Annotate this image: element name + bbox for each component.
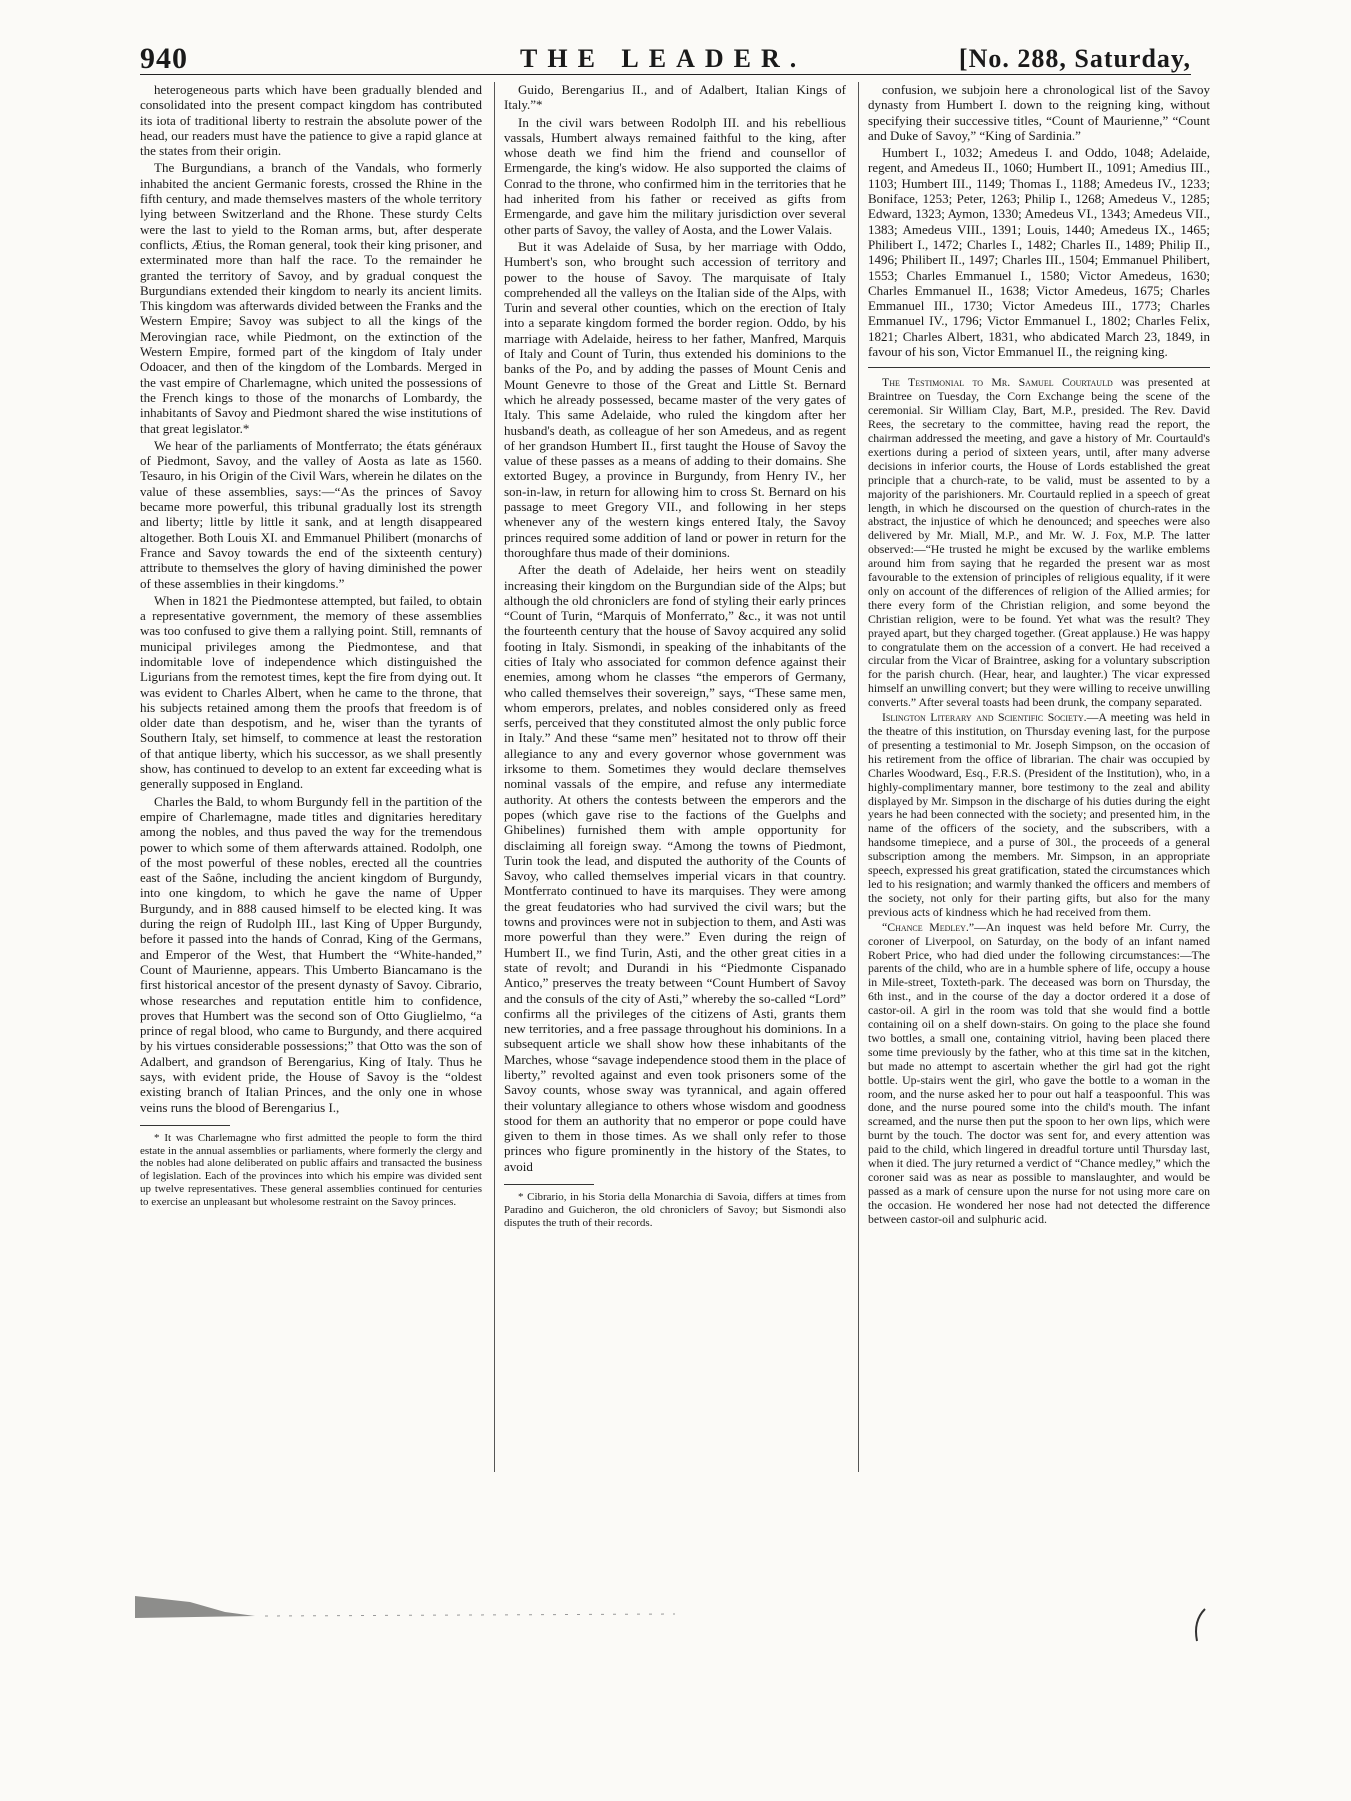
scan-smudge <box>135 1590 675 1620</box>
news-section <box>868 376 1210 1226</box>
article-paragraph: When in 1821 the Piedmontese attempted, but failed, to obtain a representative government, the memory of these assemblies was too confused to give them a rallying point. Still, remnants of municipal privileges among the Piedmontese, and that indomitable love of independence which distinguished the Ligurians from the remotest times, kept the fire from dying out. It was evident to Charles Albert, when he came to the throne, that his subjects retained among them the proofs that freedom is of older date than despotism, and he, wiser than the tyrants of Southern Italy, set himself, to commence at least the restoration of that antique liberty, which his successor, as we shall presently show, has continued to develop to an extent far exceeding what is generally supposed in England. <box>140 592 482 792</box>
scan-mark <box>1175 1605 1215 1645</box>
article-paragraph: After the death of Adelaide, her heirs went on steadily increasing their kingdom on the Burgundian side of the Alps; but although the old chroniclers are fond of styling their early princes “Count of Turin, “Marquis of Monferrato,” &c., it was not until the fourteenth century that the house of Savoy acquired any solid footing in Italy. Sismondi, in speaking of the inhabitants of the cities of Italy who associated for common defence against their enemies, among whom he classes “the emperors of Germany, who called themselves their sovereign,” says, “These same men, whom emperors, prelates, and nobles considered only as freed serfs, perceived that they constituted almost the only public force in Italy.” And these “same men” hesitated not to throw off their allegiance to any and every governor whose government was irksome to them. Sometimes they would declare themselves nominal vassals of the empire, and refuse any intermediate authority. At others the contests between the emperors and the popes (which gave rise to the factions of the Guelphs and Ghibelines) furnished them with ample opportunity for disclaiming all foreign sway. “Among the towns of Piedmont, Turin took the lead, and disputed the authority of the Counts of Savoy, who called themselves imperial vicars in that country. Montferrato continued to have its marquises. They were among the great feudatories who had survived the civil wars; but the towns and provinces were not in subjection to them, and Asti was more powerful than they were.” Even during the reign of Humbert II., we find Turin, Asti, and the other great cities in a state of revolt; and Durandi in his “Piedmonte Cispanado Antico,” preserves the treaty between “Count Humbert of Savoy and the consuls of the city of Asti,” whereby the so-called “Lord” confirms all the privileges of the citizens of Asti, grants them new territories, and a free passage throughout his dominions. In a subsequent article we shall show how these inhabitants of the Marches, whose “savage independence stood them in the place of liberty,” revolted against and even took prisoners some of the Savoy counts, whose sway was tyrannical, and again offered their voluntary allegiance to others whose wisdom and goodness stood for them an authority that no emperor or pope could have given to them in those times. As we shall only refer to those princes who figure prominently in the history of the States, to avoid <box>504 562 846 1174</box>
news-item <box>868 711 1210 920</box>
article-paragraph: Guido, Berengarius II., and of Adalbert, Italian Kings of Italy.”* <box>504 82 846 113</box>
page-header <box>140 42 1191 75</box>
news-item <box>868 921 1210 1227</box>
issue-number: [No. 288, Saturday, <box>958 44 1191 73</box>
header-rule <box>140 74 1191 75</box>
column-divider <box>494 82 495 1472</box>
article-paragraph: confusion, we subjoin here a chronological list of the Savoy dynasty from Humbert I. down to the reigning king, without specifying their successive titles, “Count of Maurienne,” “Count and Duke of Savoy,” “King of Sardinia.” <box>868 82 1210 143</box>
article-paragraph: heterogeneous parts which have been gradually blended and consolidated into the present compact kingdom has contributed its iota of traditional liberty to restrain the absolute power of the head, our readers must have the patience to give a rapid glance at the states from their origin. <box>140 82 482 159</box>
article-paragraph: We hear of the parliaments of Montferrato; the états généraux of Piedmont, Savoy, and the valley of Aosta as late as 1560. Tesauro, in his Origin of the Civil Wars, wherein he dilates on the value of these assemblies, says:—“As the princes of Savoy became more powerful, this tribunal gradually lost its strength and liberty; little by little it sank, and at length disappeared altogether. Both Louis XI. and Emmanuel Philibert (monarchs of France and Savoy towards the end of the sixteenth century) attribute to themselves the glory of having diminished the power of these assemblies in their kingdoms.” <box>140 437 482 591</box>
article-paragraph: Charles the Bald, to whom Burgundy fell in the partition of the empire of Charlemagne, made titles and dignitaries hereditary among the nobles, and thus paved the way for the tremendous power to which some of them afterwards attained. Rodolph, one of the most powerful of these nobles, erected all the countries east of the Saône, including the ancient kingdom of Burgundy, into one kingdom, to which he gave the name of Upper Burgundy, and in 888 caused himself to be elected king. It was during the reign of Rudolph III., last King of Upper Burgundy, before it passed into the hands of Conrad, King of the Germans, and Emperor of the West, that Humbert the “White-handed,” Count of Maurienne, appears. This Umberto Biancamano is the first historical ancestor of the present dynasty of Savoy. Cibrario, whose researches and reputation entitle him to confidence, proves that Humbert was the second son of Otto Giuglielmo, “a prince of regal blood, who came to Burgundy, and there acquired by his virtues considerable possessions;” that Otto was the son of Adalbert, and grandson of Berengarius, King of Italy. Thus he says, with evident pride, the House of Savoy is the “oldest existing branch of Italian Princes, and the only one in whose veins runs the blood of Berengarius I., <box>140 793 482 1115</box>
footnote <box>504 1191 846 1229</box>
article-paragraph: Humbert I., 1032; Amedeus I. and Oddo, 1048; Adelaide, regent, and Amedeus II., 1060; Humbert II., 1091; Amedius III., 1103; Humbert III., 1149; Thomas I., 1188; Amedeus IV., 1233; Boniface, 1253; Peter, 1263; Philip I., 1268; Amedeus V., 1285; Edward, 1323; Aymon, 1330; Amedeus VI., 1343; Amedeus VII., 1383; Amedeus VIII., 1391; Louis, 1440; Amedeus IX., 1465; Philibert I., 1472; Charles I., 1482; Charles II., 1489; Philip II., 1496; Philibert II., 1497; Charles III., 1504; Emmanuel Philibert, 1553; Charles Emmanuel I., 1580; Victor Amedeus, 1630; Charles Emmanuel II., 1638; Victor Amedeus, 1675; Charles Emmanuel III., 1730; Victor Amedeus III., 1773; Charles Emmanuel IV., 1796; Victor Emmanuel I., 1802; Charles Felix, 1821; Charles Albert, 1831, who abdicated March 23, 1849, in favour of his son, Victor Emmanuel II., the reigning king. <box>868 145 1210 360</box>
news-heading: Islington Literary and Scientific Society. <box>882 710 1087 725</box>
article-paragraph: The Burgundians, a branch of the Vandals, who formerly inhabited the ancient Germanic forests, crossed the Rhine in the fifth century, and made themselves masters of the whole territory lying between Switzerland and the Rhone. These sturdy Celts were the last to yield to the Roman arms, but, after desperate conflicts, Ætius, the Roman general, took their king prisoner, and exterminated more than half the race. To the remainder he granted the territory of Savoy, and by gradual conquest the Burgundians extended their kingdom to nearly its ancient limits. This kingdom was afterwards divided between the Franks and the Western Empire; Savoy was subject to all the kings of the Merovingian race, while Piedmont, on the extinction of the Western Empire, formed part of the kingdom of Italy under Odoacer, and then of the kingdom of the Lombards. Merged in the vast empire of Charlemagne, which united the possessions of the French kings to those of the monarchs of Lombardy, the inhabitants of Savoy and Piedmont shared the wise institutions of that great legislator.* <box>140 160 482 436</box>
column-3 <box>868 82 1210 1228</box>
masthead-title: THE LEADER. <box>520 44 807 73</box>
news-heading: “Chance Medley.” <box>882 919 975 934</box>
column-1 <box>140 82 482 1209</box>
article-paragraph: In the civil wars between Rodolph III. and his rebellious vassals, Humbert always remained faithful to the king, after whose death we find him the friend and counsellor of Ermengarde, the king's widow. He also supported the claims of Conrad to the throne, who confirmed him in the territories that he had inherited from his father or received as gifts from Ermengarde, and gave him the military jurisdiction over several other parts of Savoy, the valley of Aosta, and the Lower Valais. <box>504 114 846 237</box>
news-item <box>868 376 1210 710</box>
footnote-text: * It was Charlemagne who first admitted the people to form the third estate in the annual assemblies or parliaments, where formerly the clergy and the nobles had alone deliberated on public affairs and transacted the business of legislation. Each of the provinces into which his empire was divided sent up twelve representatives. These general assemblies continued for centuries to exercise an unpleasant but wholesome restraint on the Savoy princes. <box>140 1131 482 1208</box>
news-heading: The Testimonial to Mr. Samuel Courtauld <box>882 375 1113 390</box>
news-text: —An inquest was held before Mr. Curry, the coroner of Liverpool, on Saturday, on the body of an infant named Robert Price, who had died under the following circumstances:—The parents of the child, who are in a humble sphere of life, occupy a house in Mile-street, Toxteth-park. The deceased was born on Thursday, the 6th inst., and in the course of the day a doctor ordered it a dose of castor-oil. A girl in the room was told that she would find a bottle containing oil on a shelf down-stairs. On going to the place she found two bottles, a small one, containing vitriol, having been placed there some time previously by the father, who at this time sat in the kitchen, but made no attempt to ascertain whether the girl had got the right bottle. Up-stairs went the girl, who gave the bottle to a woman in the room, and the nurse asked her to pour out half a teaspoonful. This was done, and the nurse poured some into the child's mouth. The infant screamed, and the nurse then put the spoon to her own lips, which were burnt by the touch. The doctor was sent for, and every attention was paid to the child, which lingered in dreadful torture until Thursday last, when it died. The jury returned a verdict of “Chance medley,” which the coroner said was as near as possible to manslaughter, and would be passed as a mark of censure upon the nurse for not using more care on the occasion. He wondered her nose had not detected the difference between castor-oil and sulphuric acid. <box>868 919 1210 1226</box>
footnote-text: * Cibrario, in his Storia della Monarchia di Savoia, differs at times from Paradino and Guicheron, the old chroniclers of Savoy; but Sismondi also disputes the truth of their records. <box>504 1191 846 1229</box>
page-number: 940 <box>140 42 188 75</box>
footnote-rule <box>504 1184 594 1185</box>
news-text: was presented at Braintree on Tuesday, the Corn Exchange being the scene of the ceremonial. Sir William Clay, Bart, M.P., presided. The Rev. David Rees, the secretary to the committee, having read the report, the chairman addressed the meeting, and gave a history of Mr. Courtauld's exertions during a period of sixteen years, until, after many adverse decisions in inferior courts, the House of Lords established the great principle that a church-rate, to be valid, must be assented to by a majority of the parishioners. Mr. Courtauld replied in a speech of great length, in which he discoursed on the question of church-rates in the abstract, the injustice of which he denounced; and speeches were also delivered by Mr. Miall, M.P., and Mr. W. J. Fox, M.P. The latter observed:—“He trusted he might be excused by the warlike emblems around him from saying that he regarded the present war as most favourable to the extension of principles of religious equality, if it were only on account of the differences of religion of the Allied armies; for there every form of the Christian religion, and some beyond the Christian religion, were to be found. Yet what was the result? They prayed apart, but they charged together. (Great applause.) He was happy to congratulate them on the accession of a convert. He had received a circular from the Vicar of Braintree, asking for a voluntary subscription for the parish church. (Hear, hear, and laughter.) The vicar expressed himself an unwilling convert; but they were willing to receive unwilling converts.” After several toasts had been drunk, the company separated. <box>868 375 1210 710</box>
news-text: —A meeting was held in the theatre of this institution, on Thursday evening last, for the purpose of presenting a testimonial to Mr. Joseph Simpson, on the occasion of his retirement from the office of librarian. The chair was occupied by Charles Woodward, Esq., F.R.S. (President of the Institution), who, in a highly-complimentary manner, bore testimony to the zeal and ability displayed by Mr. Simpson in the discharge of his duties during the eight years he had been connected with the society; and presented him, in the name of the officers of the society, and the subscribers, with a handsome timepiece, and a purse of 30l., the proceeds of a general subscription among the members. Mr. Simpson, in an appropriate speech, expressed his great gratification, stated the circumstances which led to his resignation; and warmly thanked the officers and members of the society, not only for their parting gifts, but also for the many previous acts of kindness which he had received from them. <box>868 710 1211 919</box>
section-divider <box>868 367 1210 368</box>
footnote-rule <box>140 1125 230 1126</box>
column-divider <box>858 82 859 1472</box>
article-paragraph: But it was Adelaide of Susa, by her marriage with Oddo, Humbert's son, who brought such accession of territory and power to the house of Savoy. The marquisate of Italy comprehended all the valleys on the Italian side of the Alps, with Turin and several other counties, which on the erection of Italy into a separate kingdom formed the border region. Oddo, by his marriage with Adelaide, heiress to her father, Manfred, Marquis of Italy and Count of Turin, thus extended his dominions to the banks of the Po, and by adding the passes of Mount Cenis and Mount Genevre to those of the Great and Little St. Bernard which he already possessed, became master of the very gates of Italy. This same Adelaide, who ruled the kingdom after her husband's death, as colleague of her son Amedeus, and as regent of her grandson Humbert II., first taught the House of Savoy the value of these passes as a means of adding to their domains. She extorted Bugey, a province in Burgundy, from Henry IV., her son-in-law, in return for allowing him to cross St. Bernard on his passage to meet Gregory VII., and following in her steps whenever any of the western kings entered Italy, the Savoy princes required some addition of land or power in return for the thoroughfare thus made of their dominions. <box>504 238 846 560</box>
column-2 <box>504 82 846 1229</box>
footnote <box>140 1132 482 1209</box>
